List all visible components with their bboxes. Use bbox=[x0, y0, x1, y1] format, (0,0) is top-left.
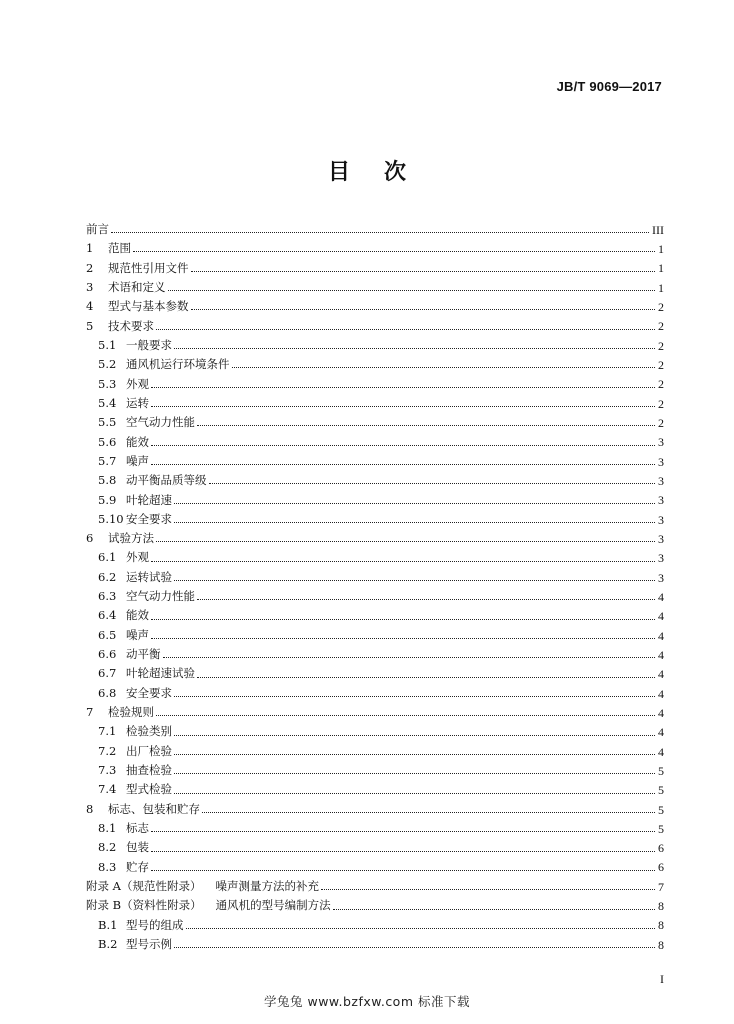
toc-entry[interactable] bbox=[86, 703, 664, 722]
toc-entry-label: 范围 bbox=[108, 241, 131, 256]
toc-entry[interactable] bbox=[86, 278, 664, 297]
toc-entry[interactable] bbox=[86, 761, 664, 780]
watermark-text: 学兔兔 www.bzfxw.com 标准下载 bbox=[264, 994, 470, 1009]
dot-leader bbox=[209, 483, 656, 484]
toc-entry-number: 5.6 bbox=[98, 434, 117, 449]
toc-entry[interactable] bbox=[86, 800, 664, 819]
dot-leader bbox=[174, 947, 655, 948]
dot-leader bbox=[151, 406, 655, 407]
toc-entry-label: 通风机运行环境条件 bbox=[126, 357, 230, 372]
toc-entry-label: 能效 bbox=[126, 608, 149, 623]
dot-leader bbox=[151, 561, 655, 562]
toc-entry-number: 5.10 bbox=[98, 511, 124, 526]
toc-entry[interactable] bbox=[86, 297, 664, 316]
toc-entry-label: 出厂检验 bbox=[126, 743, 172, 758]
toc-entry-page: 3 bbox=[658, 454, 664, 469]
toc-entry-label: 外观 bbox=[126, 376, 149, 391]
toc-entry-number: 1 bbox=[86, 241, 94, 256]
dot-leader bbox=[321, 889, 655, 890]
toc-entry[interactable] bbox=[86, 375, 664, 394]
toc-entry-page: 3 bbox=[658, 551, 664, 566]
dot-leader bbox=[151, 464, 655, 465]
toc-entry-label: 空气动力性能 bbox=[126, 415, 195, 430]
toc-entry[interactable] bbox=[86, 433, 664, 452]
toc-entry-label: 型号示例 bbox=[126, 937, 172, 952]
toc-entry[interactable] bbox=[86, 665, 664, 684]
page-title bbox=[0, 155, 734, 186]
toc-entry-page: 4 bbox=[658, 609, 664, 624]
dot-leader bbox=[163, 657, 656, 658]
toc-entry[interactable] bbox=[86, 839, 664, 858]
toc-entry-page: 5 bbox=[658, 763, 664, 778]
dot-leader bbox=[151, 870, 655, 871]
dot-leader bbox=[156, 541, 655, 542]
toc-entry-label: 抽查检验 bbox=[126, 763, 172, 778]
toc-entry-label: 安全要求 bbox=[126, 685, 172, 700]
toc-entry-page: 4 bbox=[658, 705, 664, 720]
dot-leader bbox=[191, 309, 656, 310]
toc-entry[interactable] bbox=[86, 587, 664, 606]
dot-leader bbox=[174, 793, 655, 794]
dot-leader bbox=[174, 773, 655, 774]
toc-entry[interactable] bbox=[86, 355, 664, 374]
toc-entry-label: 通风机的型号编制方法 bbox=[215, 898, 331, 913]
dot-leader bbox=[202, 812, 655, 813]
toc-entry[interactable] bbox=[86, 819, 664, 838]
toc-entry-page: 5 bbox=[658, 802, 664, 817]
toc-entry-label: 检验类别 bbox=[126, 724, 172, 739]
dot-leader bbox=[151, 851, 655, 852]
toc-entry-number: 3 bbox=[86, 279, 94, 294]
toc-entry-label: 技术要求 bbox=[108, 318, 154, 333]
toc-entry[interactable] bbox=[86, 742, 664, 761]
dot-leader bbox=[111, 232, 649, 233]
toc-entry-label: 叶轮超速 bbox=[126, 492, 172, 507]
toc-entry-page: 4 bbox=[658, 628, 664, 643]
toc-entry-number: 8.1 bbox=[98, 821, 117, 836]
dot-leader bbox=[156, 715, 655, 716]
toc-entry-number: 5.1 bbox=[98, 337, 117, 352]
dot-leader bbox=[174, 580, 655, 581]
toc-entry-number: 6.4 bbox=[98, 608, 117, 623]
toc-entry-number: 6.1 bbox=[98, 550, 117, 565]
toc-entry-number: 5.4 bbox=[98, 395, 117, 410]
toc-entry-number: 5.8 bbox=[98, 473, 117, 488]
toc-entry-number: 6.8 bbox=[98, 685, 117, 700]
toc-entry-page: 4 bbox=[658, 667, 664, 682]
toc-entry[interactable] bbox=[86, 510, 664, 529]
toc-entry-label: 噪声 bbox=[126, 453, 149, 468]
toc-entry-number: 2 bbox=[86, 260, 94, 275]
toc-entry-page: 2 bbox=[658, 338, 664, 353]
page-number: I bbox=[660, 972, 664, 986]
toc-entry-page: 3 bbox=[658, 512, 664, 527]
dot-leader bbox=[151, 638, 655, 639]
toc-entry-page: 4 bbox=[658, 589, 664, 604]
toc-entry-label: 安全要求 bbox=[126, 511, 172, 526]
toc-entry-label: 能效 bbox=[126, 434, 149, 449]
toc-entry-number: 5.2 bbox=[98, 357, 117, 372]
toc-entry[interactable] bbox=[86, 549, 664, 568]
toc-entry-page: 2 bbox=[658, 377, 664, 392]
toc-entry-page: 2 bbox=[658, 415, 664, 430]
toc-entry-label: 运转试验 bbox=[126, 569, 172, 584]
toc-entry[interactable] bbox=[86, 723, 664, 742]
toc-entry-page: 2 bbox=[658, 319, 664, 334]
toc-entry-number: 6.7 bbox=[98, 666, 117, 681]
toc-entry-label: 型式与基本参数 bbox=[108, 299, 189, 314]
toc-entry-page: 7 bbox=[658, 879, 664, 894]
dot-leader bbox=[197, 599, 655, 600]
toc-entry-number: 6 bbox=[86, 531, 94, 546]
toc-entry-number: 6.2 bbox=[98, 569, 117, 584]
dot-leader bbox=[232, 367, 656, 368]
toc-entry-page: 6 bbox=[658, 841, 664, 856]
toc-entry-label: 术语和定义 bbox=[108, 279, 166, 294]
toc-entry-number: 8.2 bbox=[98, 840, 117, 855]
dot-leader bbox=[174, 754, 655, 755]
toc-entry-label: 动平衡 bbox=[126, 647, 161, 662]
dot-leader bbox=[186, 928, 656, 929]
toc-entry-number: B.2 bbox=[98, 937, 118, 952]
toc-entry-page: 1 bbox=[658, 261, 664, 276]
toc-entry-label: 检验规则 bbox=[108, 705, 154, 720]
toc-entry-number: 7.4 bbox=[98, 782, 117, 797]
toc-entry[interactable] bbox=[86, 394, 664, 413]
dot-leader bbox=[151, 619, 655, 620]
toc-entry-page: 3 bbox=[658, 435, 664, 450]
dot-leader bbox=[151, 445, 655, 446]
toc-entry-page: 4 bbox=[658, 647, 664, 662]
toc-entry-number: 5.5 bbox=[98, 415, 117, 430]
dot-leader bbox=[174, 503, 655, 504]
toc-entry[interactable] bbox=[86, 452, 664, 471]
toc-entry[interactable] bbox=[86, 336, 664, 355]
table-of-contents bbox=[86, 220, 664, 954]
dot-leader bbox=[197, 677, 655, 678]
dot-leader bbox=[168, 290, 656, 291]
toc-entry[interactable] bbox=[86, 916, 664, 935]
toc-entry[interactable] bbox=[86, 529, 664, 548]
toc-entry-number: 8.3 bbox=[98, 859, 117, 874]
toc-entry[interactable] bbox=[86, 471, 664, 490]
toc-entry-page: 3 bbox=[658, 531, 664, 546]
toc-entry-page: 4 bbox=[658, 686, 664, 701]
title-char-1: 目 bbox=[327, 160, 350, 185]
toc-entry-number: 7 bbox=[86, 705, 94, 720]
toc-entry-page: 2 bbox=[658, 396, 664, 411]
toc-entry-label: 贮存 bbox=[126, 859, 149, 874]
toc-entry-page: 3 bbox=[658, 570, 664, 585]
toc-entry[interactable] bbox=[86, 568, 664, 587]
toc-entry-number: 5.3 bbox=[98, 376, 117, 391]
toc-entry-label: 标志 bbox=[126, 821, 149, 836]
toc-entry-page: 4 bbox=[658, 744, 664, 759]
toc-entry-label: 运转 bbox=[126, 395, 149, 410]
toc-entry[interactable] bbox=[86, 413, 664, 432]
dot-leader bbox=[151, 387, 655, 388]
toc-entry[interactable] bbox=[86, 684, 664, 703]
toc-entry-label: 型式检验 bbox=[126, 782, 172, 797]
toc-entry-page: 3 bbox=[658, 493, 664, 508]
toc-entry[interactable] bbox=[86, 317, 664, 336]
toc-entry-number: 6.6 bbox=[98, 647, 117, 662]
toc-entry-page: 3 bbox=[658, 473, 664, 488]
toc-entry-page: 5 bbox=[658, 821, 664, 836]
toc-entry-page: 6 bbox=[658, 860, 664, 875]
toc-entry[interactable] bbox=[86, 220, 664, 239]
toc-entry-label: 包装 bbox=[126, 840, 149, 855]
toc-entry-page: 1 bbox=[658, 241, 664, 256]
title-char-2: 次 bbox=[384, 160, 407, 185]
toc-entry-number: 4 bbox=[86, 299, 94, 314]
toc-entry[interactable] bbox=[86, 626, 664, 645]
toc-entry[interactable] bbox=[86, 259, 664, 278]
toc-entry-label: 一般要求 bbox=[126, 337, 172, 352]
dot-leader bbox=[197, 425, 655, 426]
toc-entry[interactable] bbox=[86, 781, 664, 800]
toc-entry-label: 型号的组成 bbox=[126, 917, 184, 932]
toc-entry-label: 动平衡品质等级 bbox=[126, 473, 207, 488]
toc-entry-page: 4 bbox=[658, 725, 664, 740]
dot-leader bbox=[174, 696, 655, 697]
toc-entry-number: 7.1 bbox=[98, 724, 117, 739]
toc-entry-label: 前言 bbox=[86, 221, 109, 236]
toc-entry[interactable] bbox=[86, 491, 664, 510]
toc-entry-label: 标志、包装和贮存 bbox=[108, 801, 200, 816]
toc-entry-label: 外观 bbox=[126, 550, 149, 565]
toc-entry[interactable] bbox=[86, 896, 664, 915]
dot-leader bbox=[151, 831, 655, 832]
toc-entry-number: 附录 B（资料性附录） bbox=[86, 898, 202, 913]
toc-entry-page: 8 bbox=[658, 899, 664, 914]
toc-entry[interactable] bbox=[86, 645, 664, 664]
toc-entry-number: 7.2 bbox=[98, 743, 117, 758]
toc-entry[interactable] bbox=[86, 239, 664, 258]
toc-entry-label: 空气动力性能 bbox=[126, 589, 195, 604]
dot-leader bbox=[133, 251, 655, 252]
dot-leader bbox=[333, 909, 655, 910]
dot-leader bbox=[174, 348, 655, 349]
toc-entry-page: 2 bbox=[658, 299, 664, 314]
toc-entry-label: 规范性引用文件 bbox=[108, 260, 189, 275]
toc-entry[interactable] bbox=[86, 877, 664, 896]
toc-entry-number: 5 bbox=[86, 318, 94, 333]
toc-entry-page: 2 bbox=[658, 357, 664, 372]
document-code: JB/T 9069—2017 bbox=[556, 79, 662, 94]
toc-entry-number: 6.5 bbox=[98, 627, 117, 642]
toc-entry-page: 8 bbox=[658, 937, 664, 952]
toc-entry-label: 噪声 bbox=[126, 627, 149, 642]
toc-entry-page: 1 bbox=[658, 280, 664, 295]
toc-entry-page: 5 bbox=[658, 783, 664, 798]
toc-entry-number: 5.9 bbox=[98, 492, 117, 507]
toc-entry[interactable] bbox=[86, 607, 664, 626]
toc-entry-number: B.1 bbox=[98, 917, 118, 932]
toc-entry-number: 7.3 bbox=[98, 763, 117, 778]
toc-entry-number: 8 bbox=[86, 801, 94, 816]
toc-entry[interactable] bbox=[86, 858, 664, 877]
toc-entry-page: III bbox=[652, 222, 664, 237]
toc-entry-number: 6.3 bbox=[98, 589, 117, 604]
toc-entry-number: 5.7 bbox=[98, 453, 117, 468]
toc-entry-label: 叶轮超速试验 bbox=[126, 666, 195, 681]
dot-leader bbox=[174, 522, 655, 523]
toc-entry-label: 试验方法 bbox=[108, 531, 154, 546]
toc-entry[interactable] bbox=[86, 935, 664, 954]
toc-entry-number: 附录 A（规范性附录） bbox=[86, 879, 202, 894]
dot-leader bbox=[156, 329, 655, 330]
dot-leader bbox=[174, 735, 655, 736]
dot-leader bbox=[191, 271, 656, 272]
toc-entry-label: 噪声测量方法的补充 bbox=[215, 879, 319, 894]
toc-entry-page: 8 bbox=[658, 918, 664, 933]
